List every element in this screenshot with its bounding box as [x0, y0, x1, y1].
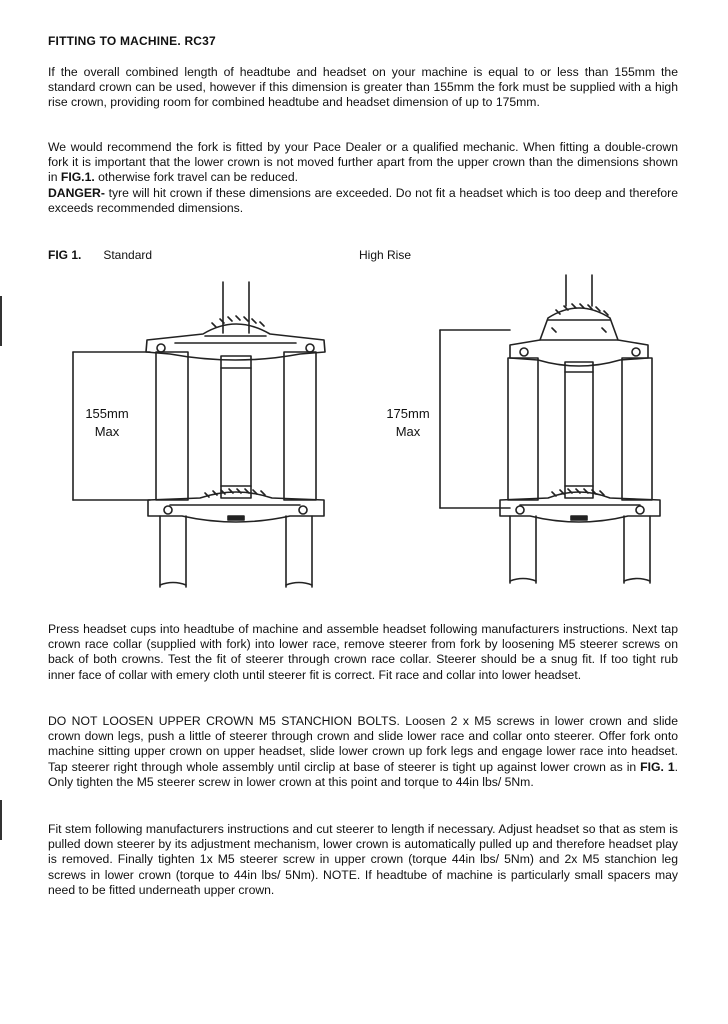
standard-max-label: Max	[94, 424, 120, 439]
standard-label: Standard	[103, 248, 153, 262]
step-2-paragraph	[48, 714, 678, 790]
recommend-text-after: otherwise fork travel can be reduced.	[94, 170, 298, 185]
step-1-paragraph: Press headset cups into headtube of machine and assemble headset following manufacturers instructions. Next tap crown race collar (supplied with fork) into lower race, remove steerer from fork by loosening M5 steerer screws on back of both crowns. Test the fit of steerer through crown race collar. Steerer should be a snug fit. If too tight rub inner face of collar with emery cloth until steerer fit is correct. Fit race and collar into lower headset.	[48, 622, 678, 682]
recommend-text: We would recommend the fork is fitted by your Pace Dealer or a qualified mechanic. When fitting a double-crown fork it is important that the lower crown is not moved further apart from the upper crown than the dimensions shown in	[48, 140, 678, 185]
scan-edge-mark	[0, 800, 2, 840]
high-rise-label: High Rise	[359, 248, 412, 262]
high-rise-max-label: Max	[395, 424, 421, 439]
fig-reference: FIG.1.	[60, 170, 95, 185]
danger-label: DANGER-	[48, 185, 105, 200]
scan-edge-mark	[0, 296, 2, 346]
high-rise-fork-drawing	[440, 275, 660, 583]
figure-label: FIG 1.	[48, 248, 82, 262]
standard-dimension-value: 155mm	[85, 406, 129, 421]
intro-paragraph: If the overall combined length of headtube and headset on your machine is equal to or less than 155mm the standard crown can be used, however if this dimension is greater than 155mm the fork must be supplied with a high rise crown, providing room for combined headtube and headset dimension of up to 175mm.	[48, 65, 678, 110]
page-title: FITTING TO MACHINE. RC37	[48, 34, 216, 48]
danger-text: tyre will hit crown if these dimensions are exceeded. Do not fit a headset which is too deep and therefore exceeds recommended dimensions.	[48, 185, 678, 215]
fig-reference-2: FIG. 1	[640, 759, 675, 774]
step-2-text: DO NOT LOOSEN UPPER CROWN M5 STANCHION BOLTS. Loosen 2 x M5 screws in lower crown and slide crown down legs, push a little of steerer through crown and slide lower race and collar onto steerer. Offer fork onto machine sitting upper crown on upper headset, slide lower crown up fork legs and engage lower race into headset. Tap steerer right through whole assembly until circlip at base of steerer is tight up against lower crown as in	[48, 714, 678, 774]
step-2-text-after: . Only tighten the M5 steerer screw in lower crown at this point and torque to 44in lbs/ 5Nm.	[48, 759, 678, 789]
step-3-paragraph: Fit stem following manufacturers instructions and cut steerer to length if necessary. Adjust headset so that as stem is pulled down steerer by its adjustment mechanism, lower crown is automatically pulled up and therefore headset play is removed. Finally tighten 1x M5 steerer screw in upper crown (torque 44in lbs/ 5Nm) and 2x M5 stanchion leg screws in lower crown (torque to 44in lbs/ 5Nm). NOTE. If headtube of machine is particularly small spacers may need to be fitted underneath upper crown.	[48, 822, 678, 897]
high-rise-dimension-value: 175mm	[386, 406, 430, 421]
